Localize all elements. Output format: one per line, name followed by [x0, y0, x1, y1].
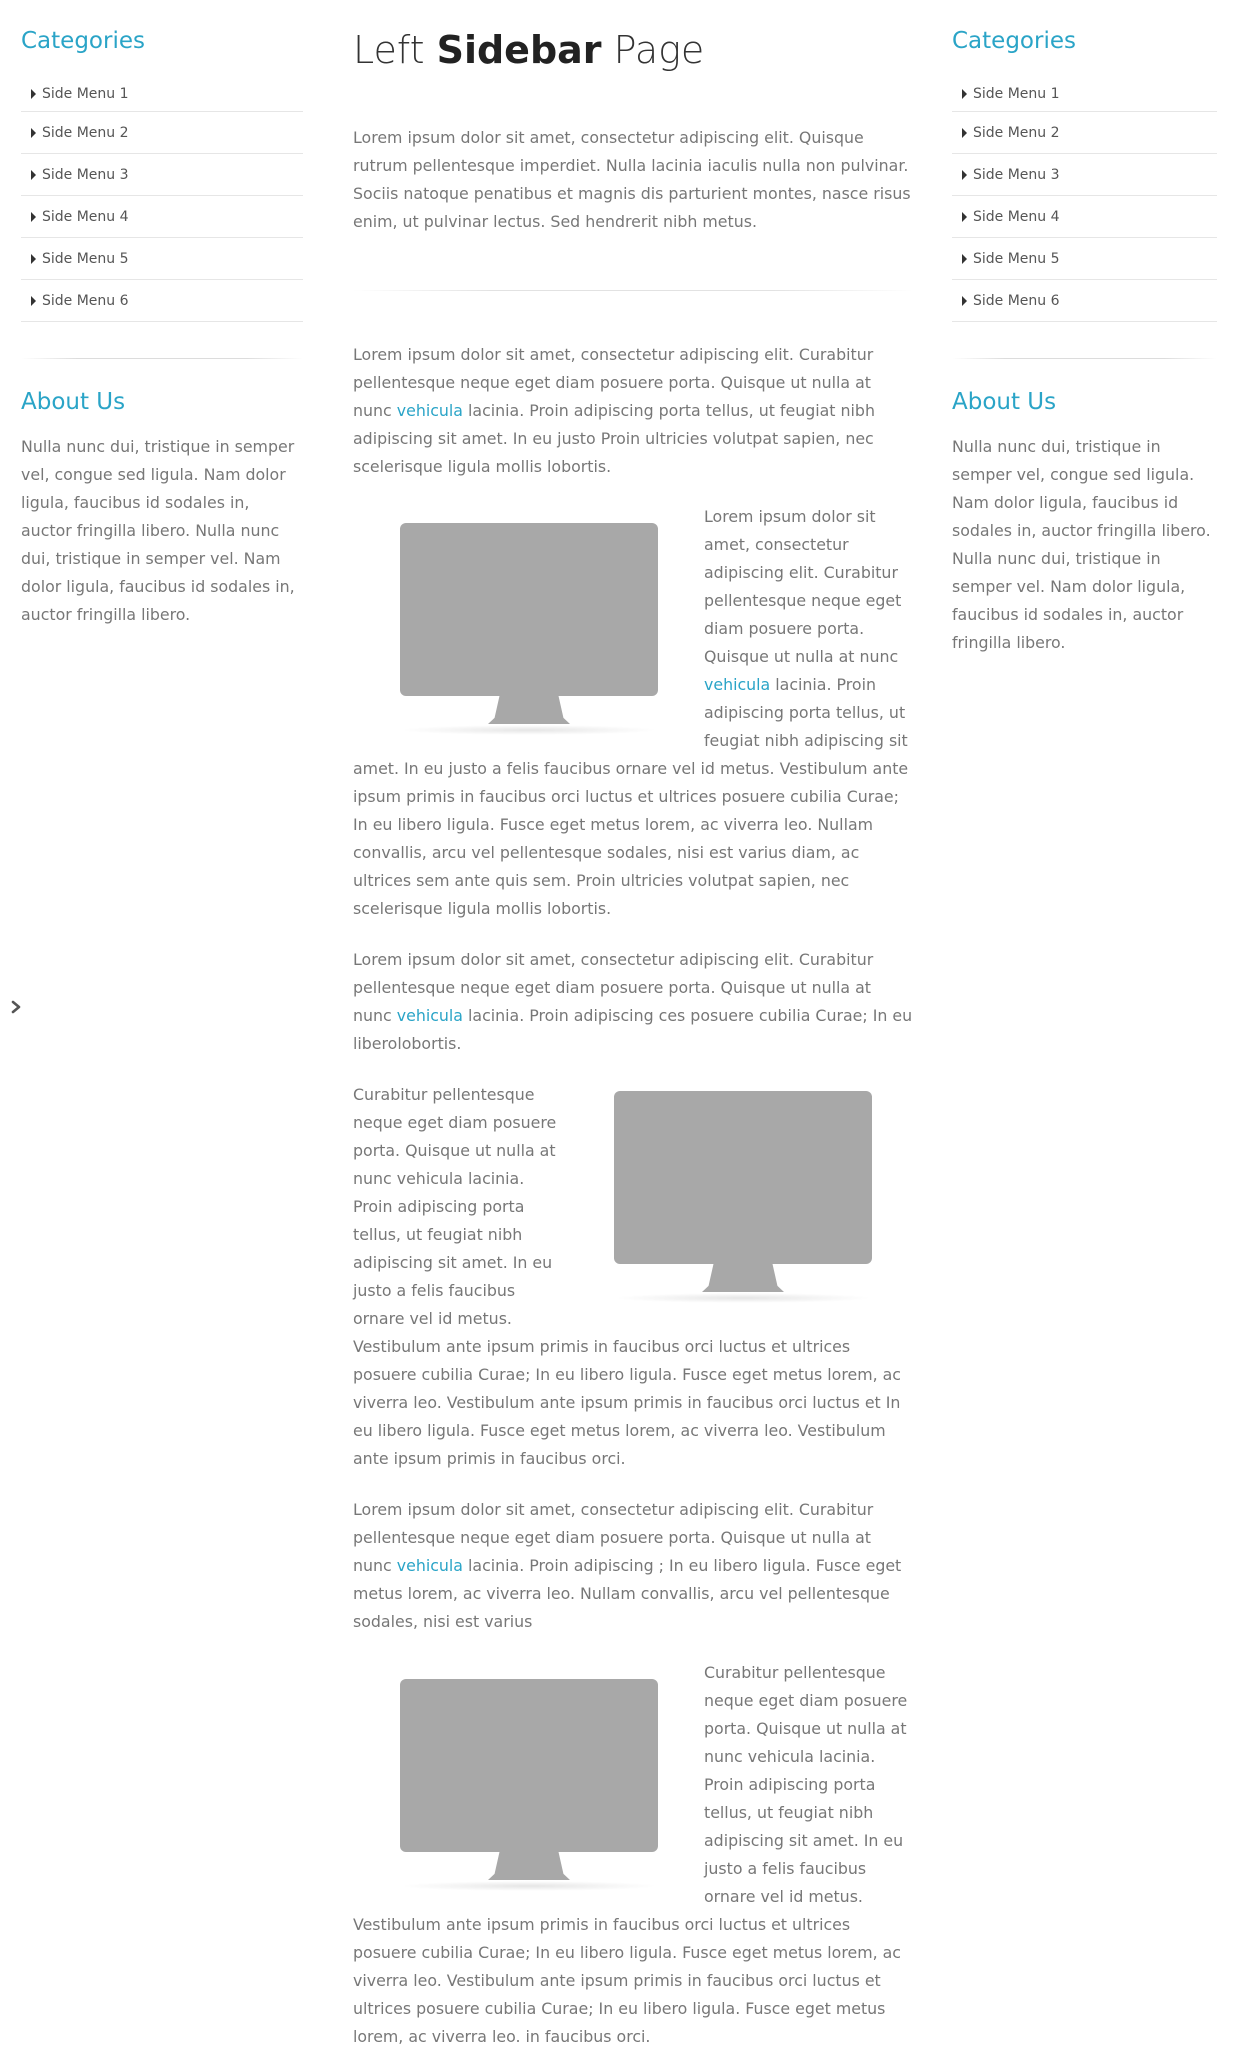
side-menu-item-label: Side Menu 1 — [42, 85, 129, 102]
caret-right-icon — [31, 128, 36, 138]
chevron-right-icon[interactable] — [9, 1000, 23, 1014]
paragraph-text: lacinia. Proin adipiscing ces posuere cubilia Curae; In eu liberolobortis. — [353, 1006, 913, 1053]
about-heading: About Us — [21, 389, 126, 415]
about-text: Nulla nunc dui, tristique in semper vel, congue sed ligula. Nam dolor ligula, faucibus id sodales in, auctor fringilla libero. Nulla nunc dui, tristique in semper vel. Nam dolor ligula, faucibus id sodales in, auctor fringilla libero. — [952, 437, 1211, 652]
paragraph: Curabitur pellentesque neque eget diam posuere porta. Quisque ut nulla at nunc vehicula lacinia. Proin adipiscing porta tellus, ut feugiat nibh adipiscing sit amet. In eu justo a felis faucibus ornare vel id metus. Vestibulum ante ipsum primis in faucibus orci luctus et ultrices posuere cubilia Curae; In eu libero ligula. Fusce eget metus lorem, ac viverra leo. Vestibulum ante ipsum primis in faucibus orci luctus et ultrices posuere cubilia Curae; In eu libero ligula. Fusce eget metus lorem, ac viverra leo. in faucibus orci. — [353, 1663, 908, 2046]
image-text-block — [353, 503, 913, 923]
caret-right-icon — [31, 89, 36, 99]
page-title-bold: Sidebar — [436, 28, 602, 72]
paragraph-text: lacinia. Proin adipiscing porta tellus, ut feugiat nibh adipiscing sit amet. In eu justo Proin ultricies volutpat sapien, nec scelerisque ligula mollis lobortis. — [353, 401, 875, 476]
side-menu-item[interactable] — [21, 154, 303, 196]
side-menu-item[interactable] — [952, 76, 1217, 112]
side-menu-item[interactable] — [21, 196, 303, 238]
intro-paragraph: Lorem ipsum dolor sit amet, consectetur adipiscing elit. Quisque rutrum pellentesque imperdiet. Nulla lacinia iaculis nulla non pulvinar. Sociis natoque penatibus et magnis dis parturient montes, nasce risus enim, ut pulvinar lectus. Sed hendrerit nibh metus. — [353, 128, 911, 231]
paragraph-text: Lorem ipsum dolor sit amet, consectetur adipiscing elit. Curabitur pellentesque neque eget diam posuere porta. Quisque ut nulla at nunc — [353, 345, 874, 420]
paragraph — [353, 946, 913, 1058]
side-menu — [21, 76, 303, 322]
paragraph-text: Lorem ipsum dolor sit amet, consectetur adipiscing elit. Curabitur pellentesque neque eget diam posuere porta. Quisque ut nulla at nunc — [704, 507, 902, 666]
side-menu-item[interactable] — [21, 112, 303, 154]
paragraph: Curabitur pellentesque neque eget diam posuere porta. Quisque ut nulla at nunc vehicula lacinia. Proin adipiscing porta tellus, ut feugiat nibh adipiscing sit amet. In eu justo a felis faucibus ornare vel id metus. Vestibulum ante ipsum primis in faucibus orci luctus et ultrices posuere cubilia Curae; In eu libero ligula. Fusce eget metus lorem, ac viverra leo. Vestibulum ante ipsum primis in faucibus orci luctus et In eu libero ligula. Fusce eget metus lorem, ac viverra leo. Vestibulum ante ipsum primis in faucibus orci. — [353, 1085, 901, 1468]
caret-right-icon — [962, 89, 967, 99]
left-sidebar — [21, 22, 303, 629]
paragraph-text: lacinia. Proin adipiscing porta tellus, ut feugiat nibh adipiscing sit amet. In eu justo a felis faucibus ornare vel id metus. Vestibulum ante ipsum primis in faucibus orci luctus et ultrices posuere cubilia Curae; In eu libero ligula. Fusce eget metus lorem, ac viverra leo. Nullam convallis, arcu vel pellentesque sodales, nisi est varius diam, ac ultrices sem ante quis sem. Proin ultricies volutpat sapien, nec scelerisque ligula mollis lobortis. — [353, 675, 909, 918]
categories-heading: Categories — [952, 28, 1076, 54]
main-content — [353, 22, 913, 2051]
side-menu-item[interactable] — [952, 196, 1217, 238]
page-title-rest: Page — [601, 28, 705, 72]
side-menu-item[interactable] — [21, 76, 303, 112]
caret-right-icon — [962, 170, 967, 180]
divider — [353, 290, 913, 291]
side-menu-item-label: Side Menu 6 — [973, 292, 1060, 309]
about-heading: About Us — [952, 389, 1057, 415]
side-menu — [952, 76, 1217, 322]
paragraph-text: Lorem ipsum dolor sit amet, consectetur adipiscing elit. Curabitur pellentesque neque eget diam posuere porta. Quisque ut nulla at nunc — [353, 950, 874, 1025]
page-title — [353, 22, 913, 78]
side-menu-item-label: Side Menu 6 — [42, 292, 129, 309]
side-menu-item[interactable] — [952, 238, 1217, 280]
caret-right-icon — [962, 296, 967, 306]
paragraph-text: lacinia. Proin adipiscing ; In eu libero ligula. Fusce eget metus lorem, ac viverra leo. Nullam convallis, arcu vel pellentesque sodales, nisi est varius — [353, 1556, 902, 1631]
side-menu-item-label: Side Menu 1 — [973, 85, 1060, 102]
vehicula-link[interactable]: vehicula — [396, 1556, 463, 1575]
side-menu-item-label: Side Menu 4 — [973, 208, 1060, 225]
caret-right-icon — [31, 170, 36, 180]
vehicula-link[interactable]: vehicula — [704, 675, 771, 694]
caret-right-icon — [31, 254, 36, 264]
divider — [952, 358, 1217, 359]
side-menu-item-label: Side Menu 3 — [973, 166, 1060, 183]
monitor-icon — [400, 1679, 658, 1895]
side-menu-item[interactable] — [21, 238, 303, 280]
paragraph — [353, 1496, 913, 1636]
side-menu-item-label: Side Menu 2 — [973, 124, 1060, 141]
about-text: Nulla nunc dui, tristique in semper vel, congue sed ligula. Nam dolor ligula, faucibus id sodales in, auctor fringilla libero. Nulla nunc dui, tristique in semper vel. Nam dolor ligula, faucibus id sodales in, auctor fringilla libero. — [21, 437, 295, 624]
side-menu-item[interactable] — [952, 112, 1217, 154]
side-menu-item-label: Side Menu 4 — [42, 208, 129, 225]
caret-right-icon — [31, 212, 36, 222]
paragraph — [353, 341, 913, 481]
categories-heading: Categories — [21, 28, 145, 54]
page-title-light: Left — [353, 28, 437, 72]
side-menu-item[interactable] — [952, 154, 1217, 196]
side-menu-item[interactable] — [952, 280, 1217, 322]
monitor-icon — [400, 523, 658, 739]
divider — [21, 358, 303, 359]
caret-right-icon — [962, 254, 967, 264]
vehicula-link[interactable]: vehicula — [396, 401, 463, 420]
side-menu-item-label: Side Menu 2 — [42, 124, 129, 141]
side-menu-item-label: Side Menu 3 — [42, 166, 129, 183]
paragraph-text: Lorem ipsum dolor sit amet, consectetur adipiscing elit. Curabitur pellentesque neque eget diam posuere porta. Quisque ut nulla at nunc — [353, 1500, 874, 1575]
side-menu-item-label: Side Menu 5 — [973, 250, 1060, 267]
vehicula-link[interactable]: vehicula — [396, 1006, 463, 1025]
image-text-block — [353, 1659, 913, 2051]
side-menu-item[interactable] — [21, 280, 303, 322]
caret-right-icon — [31, 296, 36, 306]
right-sidebar — [952, 22, 1217, 657]
caret-right-icon — [962, 212, 967, 222]
monitor-icon — [614, 1091, 872, 1307]
caret-right-icon — [962, 128, 967, 138]
side-menu-item-label: Side Menu 5 — [42, 250, 129, 267]
image-text-block — [353, 1081, 913, 1473]
